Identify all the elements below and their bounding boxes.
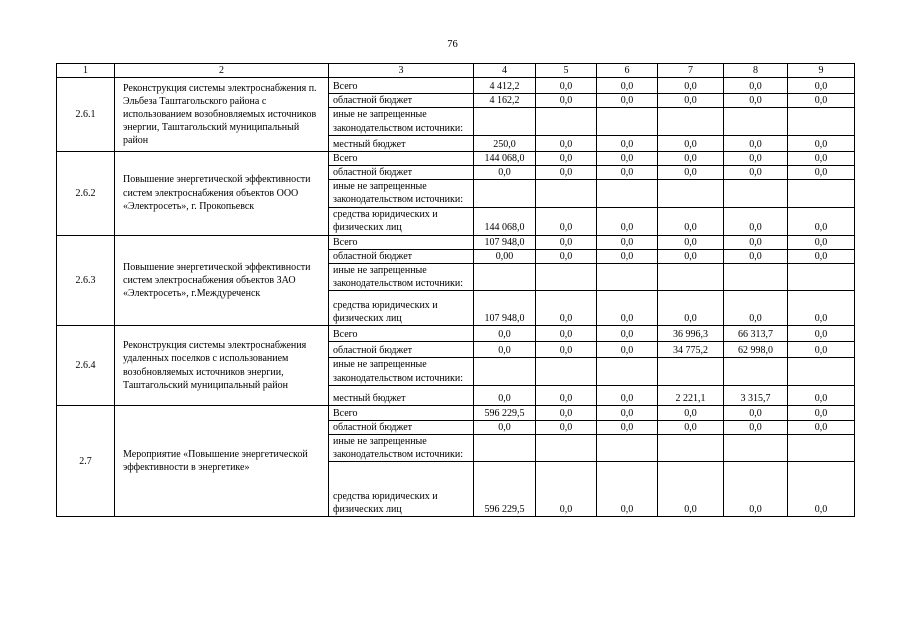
value-cell [474, 108, 536, 135]
value-cell: 107 948,0 [474, 235, 536, 249]
value-cell: 0,0 [658, 151, 724, 165]
value-cell: 144 068,0 [474, 207, 536, 235]
value-cell: 0,00 [474, 249, 536, 263]
value-cell: 0,0 [788, 151, 855, 165]
item-number: 2.6.3 [57, 235, 115, 326]
value-cell: 0,0 [724, 235, 788, 249]
value-cell [658, 180, 724, 207]
value-cell: 144 068,0 [474, 151, 536, 165]
funding-source: местный бюджет [329, 135, 474, 151]
value-cell [536, 180, 597, 207]
column-header-7: 7 [658, 64, 724, 78]
value-cell: 0,0 [536, 151, 597, 165]
value-cell: 0,0 [788, 462, 855, 517]
value-cell: 2 221,1 [658, 385, 724, 405]
value-cell: 0,0 [597, 342, 658, 358]
value-cell: 0,0 [788, 249, 855, 263]
column-header-row [57, 64, 855, 78]
column-header-9: 9 [788, 64, 855, 78]
value-cell: 0,0 [788, 326, 855, 342]
value-cell: 0,0 [536, 462, 597, 517]
value-cell: 0,0 [597, 462, 658, 517]
funding-source: средства юридических и физических лиц [329, 462, 474, 517]
funding-source: Всего [329, 151, 474, 165]
value-cell: 0,0 [788, 166, 855, 180]
value-cell: 4 412,2 [474, 78, 536, 94]
funding-source: средства юридических и физических лиц [329, 207, 474, 235]
column-header-4: 4 [474, 64, 536, 78]
value-cell: 0,0 [597, 94, 658, 108]
value-cell [724, 435, 788, 462]
funding-source: местный бюджет [329, 385, 474, 405]
value-cell: 0,0 [788, 342, 855, 358]
item-name: Повышение энергетической эффективности систем электроснабжения объектов ООО «Электросеть», г. Прокопьевск [115, 151, 329, 235]
funding-source: Всего [329, 78, 474, 94]
value-cell [597, 180, 658, 207]
value-cell [536, 264, 597, 291]
page-number: 76 [447, 39, 458, 50]
value-cell: 0,0 [658, 135, 724, 151]
column-header-1: 1 [57, 64, 115, 78]
funding-source: областной бюджет [329, 342, 474, 358]
value-cell: 0,0 [536, 385, 597, 405]
value-cell: 34 775,2 [658, 342, 724, 358]
value-cell: 0,0 [658, 235, 724, 249]
value-cell [597, 264, 658, 291]
value-cell: 0,0 [536, 405, 597, 420]
value-cell [536, 435, 597, 462]
value-cell [724, 108, 788, 135]
funding-source: областной бюджет [329, 420, 474, 434]
value-cell: 0,0 [724, 78, 788, 94]
value-cell: 0,0 [536, 235, 597, 249]
value-cell: 36 996,3 [658, 326, 724, 342]
column-header-6: 6 [597, 64, 658, 78]
value-cell: 0,0 [788, 207, 855, 235]
funding-source: иные не запрещенные законодательством источники: [329, 264, 474, 291]
value-cell [724, 358, 788, 385]
value-cell: 0,0 [658, 249, 724, 263]
value-cell: 0,0 [474, 166, 536, 180]
item-name: Реконструкция системы электроснабжения удаленных поселков с использованием возобновляемых источников энергии, Таштагольский муниципальный район [115, 326, 329, 405]
value-cell: 0,0 [597, 151, 658, 165]
table-row [57, 235, 855, 249]
value-cell: 0,0 [788, 235, 855, 249]
funding-table [56, 63, 855, 517]
value-cell [788, 108, 855, 135]
value-cell: 0,0 [788, 420, 855, 434]
value-cell: 107 948,0 [474, 291, 536, 326]
item-number: 2.7 [57, 405, 115, 517]
column-header-5: 5 [536, 64, 597, 78]
value-cell [788, 180, 855, 207]
value-cell [597, 435, 658, 462]
item-name: Реконструкция системы электроснабжения п. Эльбеза Таштагольского района с использованием возобновляемых источников энергии, Таштагольский муниципальный район [115, 78, 329, 152]
value-cell [724, 264, 788, 291]
value-cell [474, 180, 536, 207]
value-cell: 0,0 [724, 94, 788, 108]
value-cell: 0,0 [724, 405, 788, 420]
value-cell [724, 180, 788, 207]
value-cell: 0,0 [658, 291, 724, 326]
value-cell: 0,0 [474, 326, 536, 342]
funding-source: Всего [329, 326, 474, 342]
column-header-2: 2 [115, 64, 329, 78]
value-cell: 0,0 [724, 135, 788, 151]
column-header-8: 8 [724, 64, 788, 78]
value-cell: 0,0 [597, 420, 658, 434]
value-cell: 0,0 [536, 207, 597, 235]
column-header-3: 3 [329, 64, 474, 78]
value-cell: 0,0 [788, 135, 855, 151]
value-cell: 0,0 [597, 207, 658, 235]
value-cell [597, 108, 658, 135]
value-cell: 0,0 [597, 235, 658, 249]
item-number: 2.6.4 [57, 326, 115, 405]
value-cell [474, 358, 536, 385]
item-name: Повышение энергетической эффективности систем электроснабжения объектов ЗАО «Электросеть», г.Междуреченск [115, 235, 329, 326]
funding-source: Всего [329, 235, 474, 249]
funding-source: средства юридических и физических лиц [329, 291, 474, 326]
item-number: 2.6.1 [57, 78, 115, 152]
value-cell: 0,0 [658, 207, 724, 235]
value-cell: 596 229,5 [474, 462, 536, 517]
value-cell: 0,0 [724, 462, 788, 517]
value-cell: 0,0 [536, 291, 597, 326]
value-cell: 0,0 [788, 385, 855, 405]
value-cell [788, 358, 855, 385]
funding-source: иные не запрещенные законодательством источники: [329, 108, 474, 135]
value-cell: 62 998,0 [724, 342, 788, 358]
value-cell [474, 264, 536, 291]
item-number: 2.6.2 [57, 151, 115, 235]
value-cell: 0,0 [597, 166, 658, 180]
value-cell: 0,0 [597, 385, 658, 405]
value-cell [597, 358, 658, 385]
value-cell: 0,0 [788, 405, 855, 420]
value-cell: 0,0 [536, 249, 597, 263]
value-cell [536, 358, 597, 385]
funding-source: иные не запрещенные законодательством источники: [329, 435, 474, 462]
value-cell: 0,0 [536, 166, 597, 180]
value-cell: 0,0 [724, 151, 788, 165]
value-cell [658, 108, 724, 135]
value-cell: 4 162,2 [474, 94, 536, 108]
value-cell: 0,0 [597, 405, 658, 420]
funding-source: иные не запрещенные законодательством источники: [329, 180, 474, 207]
value-cell [658, 358, 724, 385]
value-cell: 250,0 [474, 135, 536, 151]
value-cell: 0,0 [536, 326, 597, 342]
funding-source: Всего [329, 405, 474, 420]
value-cell: 0,0 [597, 249, 658, 263]
value-cell [658, 264, 724, 291]
table-row [57, 326, 855, 342]
value-cell [536, 108, 597, 135]
value-cell: 0,0 [658, 78, 724, 94]
value-cell: 66 313,7 [724, 326, 788, 342]
value-cell: 0,0 [788, 291, 855, 326]
value-cell: 0,0 [536, 342, 597, 358]
value-cell: 0,0 [724, 207, 788, 235]
funding-source: областной бюджет [329, 249, 474, 263]
item-name: Мероприятие «Повышение энергетической эффективности в энергетике» [115, 405, 329, 517]
value-cell: 0,0 [474, 342, 536, 358]
value-cell: 0,0 [658, 405, 724, 420]
value-cell: 0,0 [536, 420, 597, 434]
table-row [57, 78, 855, 94]
table-row [57, 151, 855, 165]
funding-source: областной бюджет [329, 94, 474, 108]
value-cell: 0,0 [597, 291, 658, 326]
value-cell [658, 435, 724, 462]
value-cell: 0,0 [536, 78, 597, 94]
value-cell [788, 435, 855, 462]
value-cell: 0,0 [788, 94, 855, 108]
value-cell: 0,0 [474, 420, 536, 434]
value-cell: 3 315,7 [724, 385, 788, 405]
value-cell: 0,0 [597, 135, 658, 151]
value-cell: 0,0 [724, 420, 788, 434]
funding-source: областной бюджет [329, 166, 474, 180]
value-cell: 0,0 [724, 291, 788, 326]
table-row [57, 405, 855, 420]
value-cell: 0,0 [536, 94, 597, 108]
value-cell: 0,0 [658, 94, 724, 108]
value-cell: 0,0 [658, 166, 724, 180]
value-cell: 0,0 [788, 78, 855, 94]
funding-source: иные не запрещенные законодательством источники: [329, 358, 474, 385]
value-cell: 596 229,5 [474, 405, 536, 420]
value-cell: 0,0 [658, 462, 724, 517]
value-cell [788, 264, 855, 291]
value-cell: 0,0 [724, 249, 788, 263]
value-cell: 0,0 [724, 166, 788, 180]
value-cell: 0,0 [597, 78, 658, 94]
value-cell: 0,0 [597, 326, 658, 342]
value-cell: 0,0 [658, 420, 724, 434]
value-cell: 0,0 [474, 385, 536, 405]
value-cell: 0,0 [536, 135, 597, 151]
value-cell [474, 435, 536, 462]
